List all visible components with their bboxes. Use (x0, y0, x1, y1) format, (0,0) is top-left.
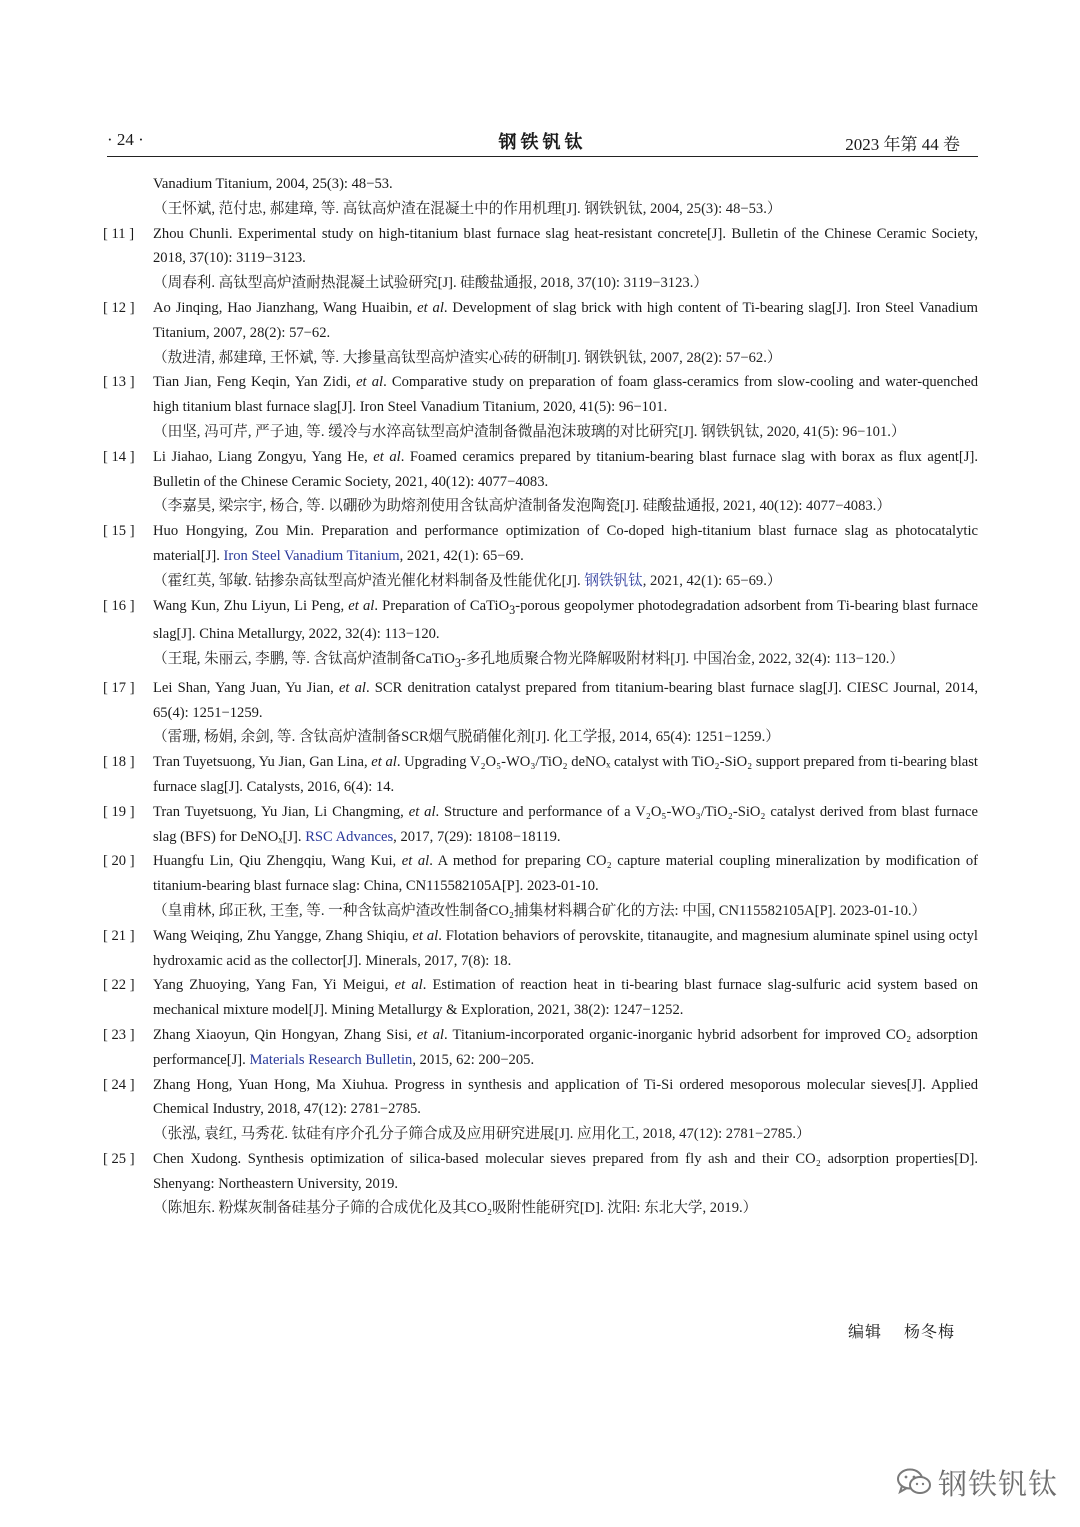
reference-number: [ 16 ] (103, 597, 135, 614)
editor-name: 杨冬梅 (904, 1324, 956, 1341)
reference-11 (103, 222, 978, 296)
journal-link[interactable]: Iron Steel Vanadium Titanium (223, 547, 400, 564)
journal-link[interactable]: RSC Advances (305, 828, 394, 845)
reference-en: Wang Kun, Zhu Liyun, Li Peng, et al. Preparation of CaTiO$_3$-porous geopolymer photodegradation adsorbent from Ti-bearing blast furnace slag[J]. China Metallurgy, 2022, 32(4): 113−120. (153, 597, 979, 643)
reference-cn: （皇甫林, 邱正秋, 王奎, 等. 一种含钛高炉渣改性制备CO₂捕集材料耦合矿化的方法: 中国, CN115582105A[P]. 2023-01-10.） (153, 902, 927, 919)
reference-cn: （王怀斌, 范付忠, 郝建璋, 等. 高钛高炉渣在混凝土中的作用机理[J]. 钢铁钒钛, 2004, 25(3): 48−53.） (153, 200, 782, 217)
reference-number: [ 11 ] (103, 225, 135, 242)
editor-label: 编辑 (848, 1324, 883, 1341)
reference-number: [ 15 ] (103, 523, 135, 540)
reference-19 (103, 800, 978, 850)
reference-10-cont (103, 172, 978, 222)
reference-15 (103, 519, 978, 593)
reference-16 (103, 594, 978, 676)
journal-link[interactable]: 钢铁钒钛 (584, 572, 643, 589)
reference-en: Ao Jinqing, Hao Jianzhang, Wang Huaibin, et al. Development of slag brick with high content of Ti-bearing slag[J]. Iron Steel Vanadium Titanium, 2007, 28(2): 57−62. (153, 299, 978, 341)
reference-12 (103, 296, 978, 370)
reference-18 (103, 750, 978, 800)
reference-13 (103, 370, 978, 444)
reference-cn: （张泓, 袁红, 马秀花. 钛硅有序介孔分子筛合成及应用研究进展[J]. 应用化工, 2018, 47(12): 2781−2785.） (153, 1126, 811, 1143)
reference-21 (103, 924, 978, 974)
reference-25 (103, 1147, 978, 1221)
reference-number: [ 23 ] (103, 1026, 135, 1043)
reference-number: [ 13 ] (103, 374, 135, 391)
reference-cn: （李嘉昊, 梁宗宇, 杨合, 等. 以硼砂为助熔剂使用含钛高炉渣制备发泡陶瓷[J]. 硅酸盐通报, 2021, 40(12): 4077−4083.） (153, 498, 891, 515)
reference-cn: （周春利. 高钛型高炉渣耐热混凝土试验研究[J]. 硅酸盐通报, 2018, 37(10): 3119−3123.） (153, 275, 708, 292)
reference-number: [ 17 ] (103, 679, 135, 696)
reference-cn: （霍红英, 邹敏. 钴掺杂高钛型高炉渣光催化材料制备及性能优化[J]. 钢铁钒钛, 2021, 42(1): 65−69.） (153, 572, 782, 589)
reference-en: Huangfu Lin, Qiu Zhengqiu, Wang Kui, et al. A method for preparing CO₂ capture material coupling mineralization by modification of titanium-bearing blast furnace slag: China, CN115582105A[P]. 2023-01-10. (153, 853, 978, 895)
reference-en: Tian Jian, Feng Keqin, Yan Zidi, et al. Comparative study on preparation of foam glass-ceramics from slow-cooling and water-quenched high titanium blast furnace slag[J]. Iron Steel Vanadium Titanium, 2020, 41(5): 96−101. (153, 374, 978, 416)
reference-17 (103, 676, 978, 750)
reference-en: Vanadium Titanium, 2004, 25(3): 48−53. (153, 176, 393, 192)
journal-link[interactable]: Materials Research Bulletin (249, 1051, 413, 1068)
reference-24 (103, 1073, 978, 1147)
reference-number: [ 18 ] (103, 754, 135, 771)
reference-en: Tran Tuyetsuong, Yu Jian, Gan Lina, et al. Upgrading V₂O₅-WO₃/TiO₂ deNOₓ catalyst with TiO₂-SiO₂ support prepared from ti-bearing blast furnace slag[J]. Catalysts, 2016, 6(4): 14. (153, 754, 978, 795)
reference-number: [ 25 ] (103, 1150, 135, 1167)
reference-number: [ 20 ] (103, 853, 135, 870)
reference-en: Lei Shan, Yang Juan, Yu Jian, et al. SCR denitration catalyst prepared from titanium-bearing blast furnace slag[J]. CIESC Journal, 2014, 65(4): 1251−1259. (153, 679, 978, 721)
reference-23 (103, 1023, 978, 1073)
reference-number: [ 21 ] (103, 927, 135, 944)
reference-en: Yang Zhuoying, Yang Fan, Yi Meigui, et al. Estimation of reaction heat in ti-bearing blast furnace slag-sulfuric acid system based on mechanical mixture model[J]. Mining Metallurgy & Exploration, 2021, 38(2): 1247−1252. (153, 977, 978, 1019)
reference-number: [ 12 ] (103, 299, 135, 316)
journal-title: 钢铁钒钛 (498, 132, 587, 152)
reference-list (103, 172, 978, 1221)
editor-credit (848, 1319, 955, 1342)
reference-number: [ 19 ] (103, 803, 135, 820)
reference-en: Li Jiahao, Liang Zongyu, Yang He, et al. Foamed ceramics prepared by titanium-bearing blast furnace slag with borax as flux agent[J]. Bulletin of the Chinese Ceramic Society, 2021, 40(12): 4077−4083. (153, 448, 978, 490)
reference-number: [ 14 ] (103, 448, 135, 465)
page-header (107, 128, 978, 157)
reference-cn: （田坚, 冯可芹, 严子迪, 等. 缓冷与水淬高钛型高炉渣制备微晶泡沫玻璃的对比研究[J]. 钢铁钒钛, 2020, 41(5): 96−101.） (153, 423, 906, 440)
reference-22 (103, 973, 978, 1023)
reference-en: Zhang Xiaoyun, Qin Hongyan, Zhang Sisi, et al. Titanium-incorporated organic-inorganic hybrid adsorbent for improved CO₂ adsorption performance[J]. Materials Research Bulletin, 2015, 62: 200−205. (153, 1026, 978, 1068)
reference-en: Tran Tuyetsuong, Yu Jian, Li Changming, et al. Structure and performance of a V₂O₅-WO₃/TiO₂-SiO₂ catalyst derived from blast furnace slag (BFS) for DeNOₓ[J]. RSC Advances, 2017, 7(29): 18108−18119. (153, 803, 978, 845)
watermark-text: 钢铁钒钛 (938, 1466, 1059, 1501)
reference-number: [ 22 ] (103, 977, 135, 994)
reference-cn: （敖进清, 郝建璋, 王怀斌, 等. 大掺量高钛型高炉渣实心砖的研制[J]. 钢铁钒钛, 2007, 28(2): 57−62.） (153, 349, 782, 366)
reference-cn: （王琨, 朱丽云, 李鹏, 等. 含钛高炉渣制备CaTiO$_3$-多孔地质聚合物光降解吸附材料[J]. 中国冶金, 2022, 32(4): 113−120.） (153, 651, 905, 670)
reference-cn: （陈旭东. 粉煤灰制备硅基分子筛的合成优化及其CO₂吸附性能研究[D]. 沈阳: 东北大学, 2019.） (153, 1200, 758, 1217)
reference-14 (103, 445, 978, 519)
reference-20 (103, 849, 978, 923)
reference-en: Wang Weiqing, Zhu Yangge, Zhang Shiqiu, et al. Flotation behaviors of perovskite, titanaugite, and magnesium aluminate spinel using octyl hydroxamic acid as the collector[J]. Minerals, 2017, 7(8): 18. (153, 927, 978, 969)
reference-number: [ 24 ] (103, 1076, 135, 1093)
wechat-icon (896, 1467, 932, 1497)
volume-info: 2023 年第 44 卷 (845, 135, 960, 154)
reference-en: Chen Xudong. Synthesis optimization of silica-based molecular sieves prepared from fly ash and their CO₂ adsorption properties[D]. Shenyang: Northeastern University, 2019. (153, 1150, 978, 1192)
watermark (896, 1462, 1058, 1502)
reference-en: Huo Hongying, Zou Min. Preparation and performance optimization of Co-doped high-titanium blast furnace slag as photocatalytic material[J]. Iron Steel Vanadium Titanium, 2021, 42(1): 65−69. (153, 523, 978, 564)
reference-en: Zhou Chunli. Experimental study on high-titanium blast furnace slag heat-resistant concrete[J]. Bulletin of the Chinese Ceramic Society, 2018, 37(10): 3119−3123. (153, 225, 978, 267)
reference-en: Zhang Hong, Yuan Hong, Ma Xiuhua. Progress in synthesis and application of Ti-Si ordered mesoporous molecular sieves[J]. Applied Chemical Industry, 2018, 47(12): 2781−2785. (153, 1076, 978, 1118)
page-number: · 24 · (107, 130, 144, 149)
reference-cn: （雷珊, 杨娟, 余剑, 等. 含钛高炉渣制备SCR烟气脱硝催化剂[J]. 化工学报, 2014, 65(4): 1251−1259.） (153, 729, 780, 746)
